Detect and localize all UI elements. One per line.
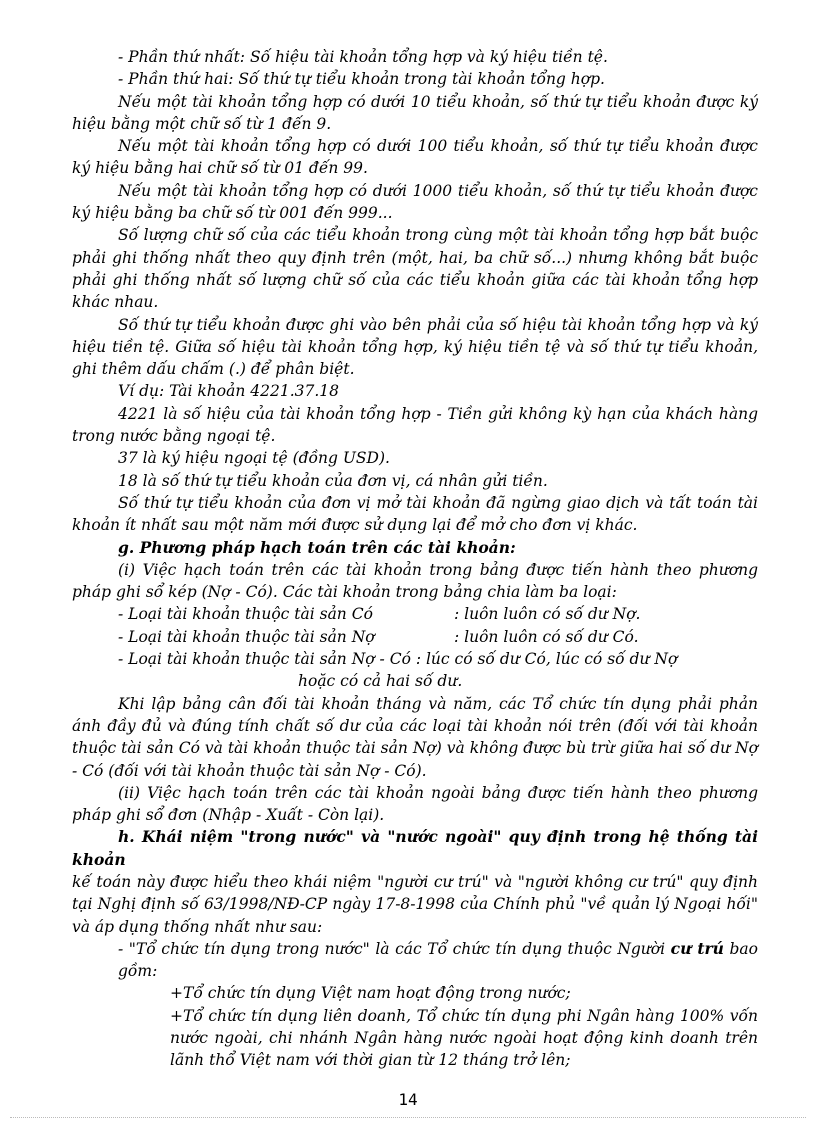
paragraph: - Phần thứ nhất: Số hiệu tài khoản tổng hợp và ký hiệu tiền tệ. [118,48,608,66]
section-heading-g: g. Phương pháp hạch toán trên các tài khoản: [118,537,516,557]
account-type-row [72,603,758,625]
paragraph: Nếu một tài khoản tổng hợp có dưới 10 tiểu khoản, số thứ tự tiểu khoản được ký hiệu bằng một chữ số từ 1 đến 9. [72,92,758,133]
text-run: - "Tổ chức tín dụng trong nước" là các Tổ chức tín dụng thuộc Người [118,939,671,958]
paragraph: Số thứ tự tiểu khoản của đơn vị mở tài khoản đã ngừng giao dịch và tất toán tài khoản ít nhất sau một năm mới được sử dụng lại để mở cho đơn vị khác. [72,493,758,535]
paragraph: (ii) Việc hạch toán trên các tài khoản ngoài bảng được tiến hành theo phương pháp ghi sổ đơn (Nhập - Xuất - Còn lại). [72,783,758,825]
paragraph: kế toán này được hiểu theo khái niệm "người cư trú" và "người không cư trú" quy định tại Nghị định số 63/1998/NĐ-CP ngày 17-8-1998 của Chính phủ "về quản lý Ngoại hối" và áp dụng thống nhất như sau: [72,872,758,936]
paragraph: 4221 là số hiệu của tài khoản tổng hợp - Tiền gửi không kỳ hạn của khách hàng trong nước bằng ngoại tệ. [72,404,758,446]
account-type-row [72,626,758,648]
paragraph: Nếu một tài khoản tổng hợp có dưới 1000 tiểu khoản, số thứ tự tiểu khoản được ký hiệu bằng ba chữ số từ 001 đến 999... [72,181,758,223]
paragraph: - Loại tài khoản thuộc tài sản Nợ - Có : lúc có số dư Có, lúc có số dư Nợ [118,650,678,669]
account-type-balance: : luôn luôn có số dư Nợ. [454,605,641,624]
paragraph: +Tổ chức tín dụng liên doanh, Tổ chức tín dụng phi Ngân hàng 100% vốn nước ngoài, chi nhánh Ngân hàng nước ngoài hoạt động kinh doanh trên lãnh thổ Việt nam với thời gian từ 12 tháng trở lên; [170,1006,758,1070]
page-edge-divider [10,1117,806,1118]
paragraph: Số lượng chữ số của các tiểu khoản trong cùng một tài khoản tổng hợp bắt buộc phải ghi thống nhất theo quy định trên (một, hai, ba chữ số...) nhưng không bắt buộc phải ghi thống nhất số lượng chữ số của các tiểu khoản giữa các tài khoản tổng hợp khác nhau. [72,226,758,312]
text-run: bao gồm: [118,939,758,981]
paragraph: Khi lập bảng cân đối tài khoản tháng và năm, các Tổ chức tín dụng phải phản ánh đầy đủ và đúng tính chất số dư của các loại tài khoản nói trên (đối với tài khoản thuộc tài sản Có và tài khoản thuộc tài sản Nợ) và không được bù trừ giữa hai số dư Nợ - Có (đối với tài khoản thuộc tài sản Nợ - Có). [72,694,758,780]
paragraph: Số thứ tự tiểu khoản được ghi vào bên phải của số hiệu tài khoản tổng hợp và ký hiệu tiền tệ. Giữa số hiệu tài khoản tổng hợp, ký hiệu tiền tệ và số thứ tự tiểu khoản, ghi thêm dấu chấm (.) để phân biệt. [72,315,758,379]
account-type-label: - Loại tài khoản thuộc tài sản Nợ [118,627,375,646]
paragraph: 37 là ký hiệu ngoại tệ (đồng USD). [118,449,390,468]
account-type-label: - Loại tài khoản thuộc tài sản Có [118,605,373,624]
paragraph: +Tổ chức tín dụng Việt nam hoạt động trong nước; [170,984,571,1003]
paragraph: Nếu một tài khoản tổng hợp có dưới 100 tiểu khoản, số thứ tự tiểu khoản được ký hiệu bằng hai chữ số từ 01 đến 99. [72,137,758,178]
paragraph: (i) Việc hạch toán trên các tài khoản trong bảng được tiến hành theo phương pháp ghi sổ kép (Nợ - Có). Các tài khoản trong bảng chia làm ba loại: [72,560,758,602]
section-heading-h: h. Khái niệm "trong nước" và "nước ngoài" quy định trong hệ thống tài khoản [72,827,758,869]
paragraph: - Phần thứ hai: Số thứ tự tiểu khoản trong tài khoản tổng hợp. [118,70,605,89]
paragraph: hoặc có cả hai số dư. [298,672,463,691]
paragraph: 18 là số thứ tự tiểu khoản của đơn vị, cá nhân gửi tiền. [118,471,548,490]
paragraph [72,938,758,983]
account-type-balance: : luôn luôn có số dư Có. [454,627,639,646]
document-body [72,46,758,1072]
emphasis: cư trú [670,938,724,958]
page-number: 14 [398,1090,418,1109]
paragraph: Ví dụ: Tài khoản 4221.37.18 [118,382,339,401]
